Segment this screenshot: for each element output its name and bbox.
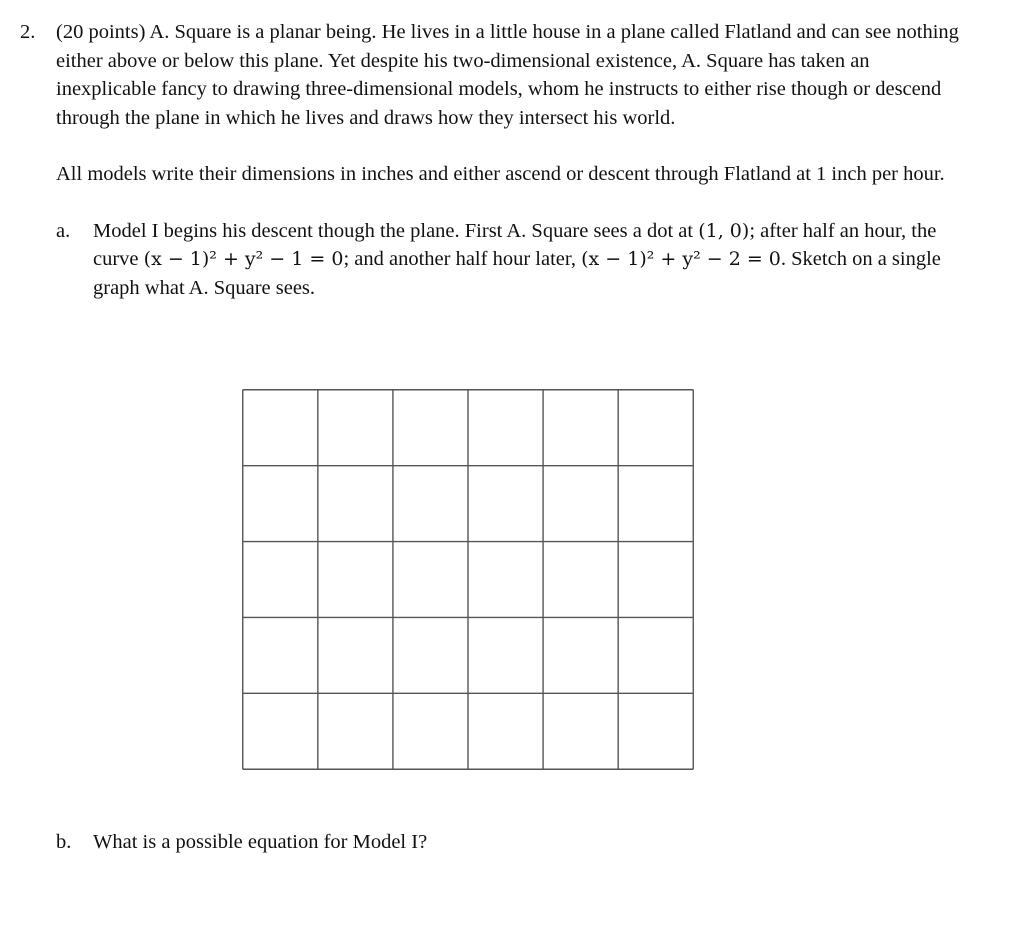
part-a-text-2: ; after half an hour, the curve [93,219,937,270]
sketch-grid-lines [242,389,694,770]
part-a-letter: a. [56,219,71,242]
problem-intro: (20 points) A. Square is a planar being. He lives in a little house in a plane called Flatland and can see nothing either above or below this plane. Yet despite his two-dimensional existence, A. Square has taken an inexplicable fancy to drawing three-dimensional models, whom he instructs to either rise though or descend through the plane in which he lives and draws how they intersect his world. [56,21,959,129]
problem-2 [20,18,970,302]
part-a-text-1: Model I begins his descent though the plane. First A. Square sees a dot at [93,219,694,242]
part-a-text-3: ; and another half hour later, [343,248,576,270]
part-a-text [93,217,971,303]
sketch-grid [242,389,694,770]
problem-number: 2. [20,21,36,43]
problem-note: All models write their dimensions in inches and either ascend or descent through Flatland at 1 inch per hour. [56,163,945,185]
part-b-letter: b. [56,831,72,853]
part-b [56,828,427,857]
part-b-text: What is a possible equation for Model I? [93,831,428,853]
part-a-text-4: . Sketch on a single graph what A. Square sees. [93,248,941,299]
equation-1: (x − 1)² + y² − 1 = 0 [143,248,344,270]
equation-2: (x − 1)² + y² − 2 = 0 [581,248,781,270]
part-a [56,217,971,303]
point-expression: (1, 0) [698,219,750,242]
